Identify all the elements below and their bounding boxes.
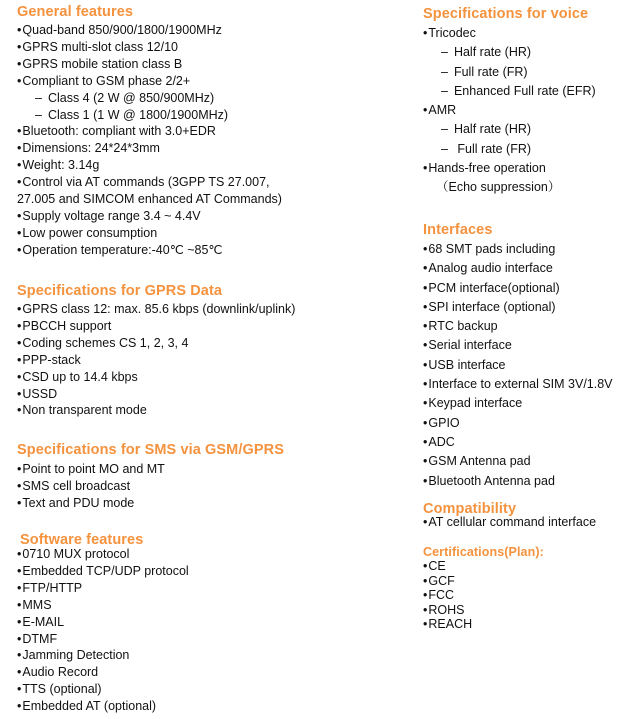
list-item: • GCF — [423, 574, 472, 589]
list-item: • Keypad interface — [423, 394, 613, 413]
sub-list-item: – Half rate (HR) — [423, 120, 596, 139]
sms-list — [17, 461, 165, 512]
interfaces-heading: Interfaces — [423, 222, 493, 238]
list-item: • ROHS — [423, 603, 472, 618]
list-item: • Text and PDU mode — [17, 495, 165, 512]
list-item: • FTP/HTTP — [17, 580, 189, 597]
list-item: • CE — [423, 559, 472, 574]
compatibility-heading: Compatibility — [423, 501, 517, 517]
list-item: • Jamming Detection — [17, 647, 189, 664]
general-features-list — [17, 22, 282, 259]
sub-list-item: – Half rate (HR) — [423, 43, 596, 62]
list-item: • Tricodec — [423, 24, 596, 43]
list-item: • Embedded AT (optional) — [17, 698, 189, 715]
list-item: • Weight: 3.14g — [17, 157, 282, 174]
list-item: • Coding schemes CS 1, 2, 3, 4 — [17, 335, 295, 352]
list-item: • AT cellular command interface — [423, 515, 596, 530]
list-item: • DTMF — [17, 631, 189, 648]
voice-list — [423, 24, 596, 198]
sub-list-item: – Full rate (FR) — [423, 140, 596, 159]
list-item: • AMR — [423, 101, 596, 120]
list-item: • Operation temperature:-40℃ ~85℃ — [17, 242, 282, 259]
list-item: • Bluetooth Antenna pad — [423, 472, 613, 491]
list-item: • Bluetooth: compliant with 3.0+EDR — [17, 123, 282, 140]
list-item: • USSD — [17, 386, 295, 403]
sub-list-item: – Enhanced Full rate (EFR) — [423, 82, 596, 101]
list-item: • RTC backup — [423, 317, 613, 336]
list-item: • 68 SMT pads including — [423, 240, 613, 259]
list-item: • GPRS multi-slot class 12/10 — [17, 39, 282, 56]
sub-list-item: – Class 1 (1 W @ 1800/1900MHz) — [17, 107, 282, 124]
list-item: • Dimensions: 24*24*3mm — [17, 140, 282, 157]
list-item: • 0710 MUX protocol — [17, 546, 189, 563]
list-item: • Non transparent mode — [17, 402, 295, 419]
list-item: • Compliant to GSM phase 2/2+ — [17, 73, 282, 90]
list-item: • GSM Antenna pad — [423, 452, 613, 471]
list-item: • Analog audio interface — [423, 259, 613, 278]
list-item: • MMS — [17, 597, 189, 614]
list-item: • Low power consumption — [17, 225, 282, 242]
general-features-heading: General features — [17, 4, 134, 20]
list-item: • FCC — [423, 588, 472, 603]
list-item: • Serial interface — [423, 336, 613, 355]
certifications-list — [423, 559, 472, 632]
sub-list-item: – Class 4 (2 W @ 850/900MHz) — [17, 90, 282, 107]
list-item-continuation: 27.005 and SIMCOM enhanced AT Commands) — [17, 192, 282, 207]
list-item: • USB interface — [423, 356, 613, 375]
list-item: • Quad-band 850/900/1800/1900MHz — [17, 22, 282, 39]
software-features-heading: Software features — [20, 532, 144, 548]
sub-list-item: – Full rate (FR) — [423, 63, 596, 82]
list-item: • SPI interface (optional) — [423, 298, 613, 317]
list-item: • Embedded TCP/UDP protocol — [17, 563, 189, 580]
list-item: • ADC — [423, 433, 613, 452]
sub-list-item: （Echo suppression） — [436, 180, 561, 195]
software-features-list — [17, 546, 189, 715]
list-item: • Audio Record — [17, 664, 189, 681]
list-item: • GPIO — [423, 414, 613, 433]
voice-heading: Specifications for voice — [423, 6, 589, 22]
sms-heading: Specifications for SMS via GSM/GPRS — [17, 442, 284, 458]
list-item: • GPRS class 12: max. 85.6 kbps (downlink/uplink) — [17, 301, 295, 318]
list-item: • PBCCH support — [17, 318, 295, 335]
list-item: • E-MAIL — [17, 614, 189, 631]
list-item: • Supply voltage range 3.4 ~ 4.4V — [17, 208, 282, 225]
list-item: • TTS (optional) — [17, 681, 189, 698]
list-item: • REACH — [423, 617, 472, 632]
list-item: • Point to point MO and MT — [17, 461, 165, 478]
gprs-data-list — [17, 301, 295, 419]
list-item: • PPP-stack — [17, 352, 295, 369]
list-item: • Hands-free operation — [423, 159, 596, 178]
list-item: • Interface to external SIM 3V/1.8V — [423, 375, 613, 394]
certifications-heading: Certifications(Plan): — [423, 545, 544, 559]
interfaces-list — [423, 240, 613, 491]
list-item: • Control via AT commands (3GPP TS 27.007, — [17, 174, 282, 191]
list-item: • GPRS mobile station class B — [17, 56, 282, 73]
list-item: • SMS cell broadcast — [17, 478, 165, 495]
compatibility-list — [423, 515, 596, 530]
list-item: • PCM interface(optional) — [423, 279, 613, 298]
list-item: • CSD up to 14.4 kbps — [17, 369, 295, 386]
gprs-data-heading: Specifications for GPRS Data — [17, 283, 223, 299]
